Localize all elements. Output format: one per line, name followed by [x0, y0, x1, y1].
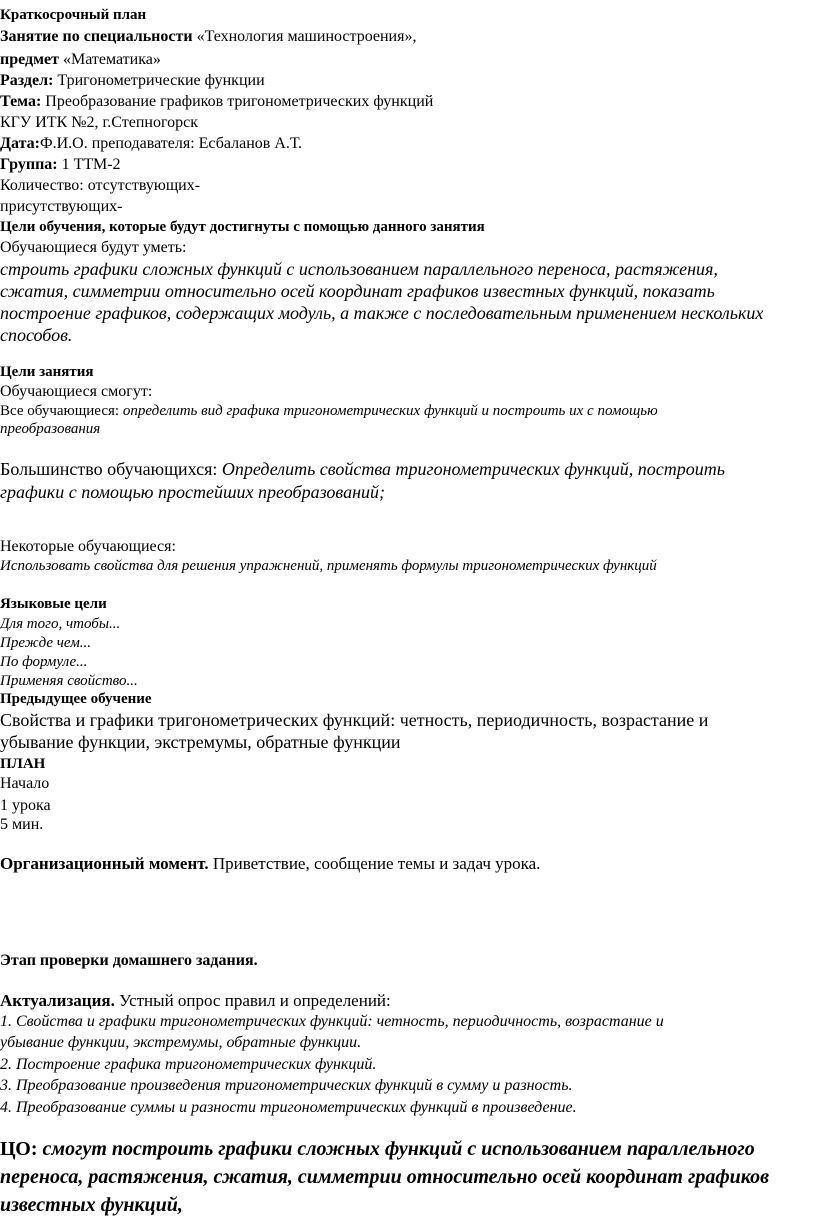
plan-duration: 5 мин.	[0, 816, 44, 833]
learning-goals-line: строить графики сложных функций с использованием параллельного переноса, растяжения,	[0, 259, 718, 279]
most-students-line-2: графики с помощью простейших преобразований;	[0, 482, 386, 502]
actualization-item: 3. Преобразование произведения тригонометрических функций в сумму и разность.	[0, 1077, 573, 1094]
actualization-item: убывание функции, экстремумы, обратные функции.	[0, 1034, 362, 1051]
plan-heading: ПЛАН	[0, 756, 46, 772]
previous-learning-line-2: убывание функции, экстремумы, обратные функции	[0, 732, 401, 752]
all-students-line: Все обучающиеся: определить вид графика тригонометрических функций и построить их с помощью	[0, 403, 658, 419]
subject-line: предмет «Математика»	[0, 51, 161, 68]
language-goals-heading: Языковые цели	[0, 596, 107, 612]
language-goal-item: Прежде чем...	[0, 635, 92, 651]
all-students-line-2: преобразования	[0, 421, 101, 437]
topic-line: Тема: Преобразование графиков тригонометрических функций	[0, 93, 434, 110]
document-title: Краткосрочный план	[0, 7, 147, 23]
learning-goals-line: способов.	[0, 325, 73, 345]
absent-line: Количество: отсутствующих-	[0, 177, 201, 194]
language-goal-item: По формуле...	[0, 654, 88, 670]
learning-goals-line: сжатия, симметрии относительно осей координат графиков известных функций, показать	[0, 281, 715, 301]
objective-line-3: известных функций,	[0, 1194, 183, 1216]
actualization-item: 4. Преобразование суммы и разности тригонометрических функций в произведение.	[0, 1099, 577, 1116]
previous-learning-heading: Предыдущее обучение	[0, 691, 152, 707]
date-teacher-line: Дата:Ф.И.О. преподавателя: Есбаланов А.Т.	[0, 135, 303, 152]
present-line: присутствующих-	[0, 198, 123, 215]
institution-line: КГУ ИТК №2, г.Степногорск	[0, 114, 198, 131]
org-moment-line: Организационный момент. Приветствие, сообщение темы и задач урока.	[0, 854, 541, 873]
specialty-line: Занятие по специальности «Технология машиностроения»,	[0, 28, 417, 45]
objective-line: ЦО: смогут построить графики сложных функций с использованием параллельного	[0, 1138, 755, 1160]
most-students-line: Большинство обучающихся: Определить свойства тригонометрических функций, построить	[0, 459, 725, 479]
learning-goals-line: построение графиков, содержащих модуль, а также с последовательным применением нескольких	[0, 303, 764, 323]
learning-goals-intro: Обучающиеся будут уметь:	[0, 239, 187, 256]
learning-goals-heading: Цели обучения, которые будут достигнуты с помощью данного занятия	[0, 219, 485, 235]
actualization-line: Актуализация. Устный опрос правил и определений:	[0, 991, 391, 1010]
actualization-item: 1. Свойства и графики тригонометрических функций: четность, периодичность, возрастание и	[0, 1013, 664, 1030]
language-goal-item: Для того, чтобы...	[0, 616, 121, 632]
plan-start: Начало	[0, 775, 50, 792]
objective-line-2: переноса, растяжения, сжатия, симметрии относительно осей координат графиков	[0, 1166, 770, 1188]
group-line: Группа: 1 ТТМ-2	[0, 156, 121, 173]
previous-learning-line: Свойства и графики тригонометрических функций: четность, периодичность, возрастание и	[0, 710, 709, 730]
lesson-goals-heading: Цели занятия	[0, 364, 94, 380]
lesson-goals-intro: Обучающиеся смогут:	[0, 383, 153, 400]
plan-lesson: 1 урока	[0, 797, 51, 814]
some-students-text: Использовать свойства для решения упражнений, применять формулы тригонометрических функций	[0, 558, 657, 574]
some-students-label: Некоторые обучающиеся:	[0, 538, 176, 555]
homework-check-heading: Этап проверки домашнего задания.	[0, 952, 258, 969]
actualization-item: 2. Построение графика тригонометрических функций.	[0, 1056, 377, 1073]
section-line: Раздел: Тригонометрические функции	[0, 72, 265, 89]
language-goal-item: Применяя свойство...	[0, 673, 138, 689]
